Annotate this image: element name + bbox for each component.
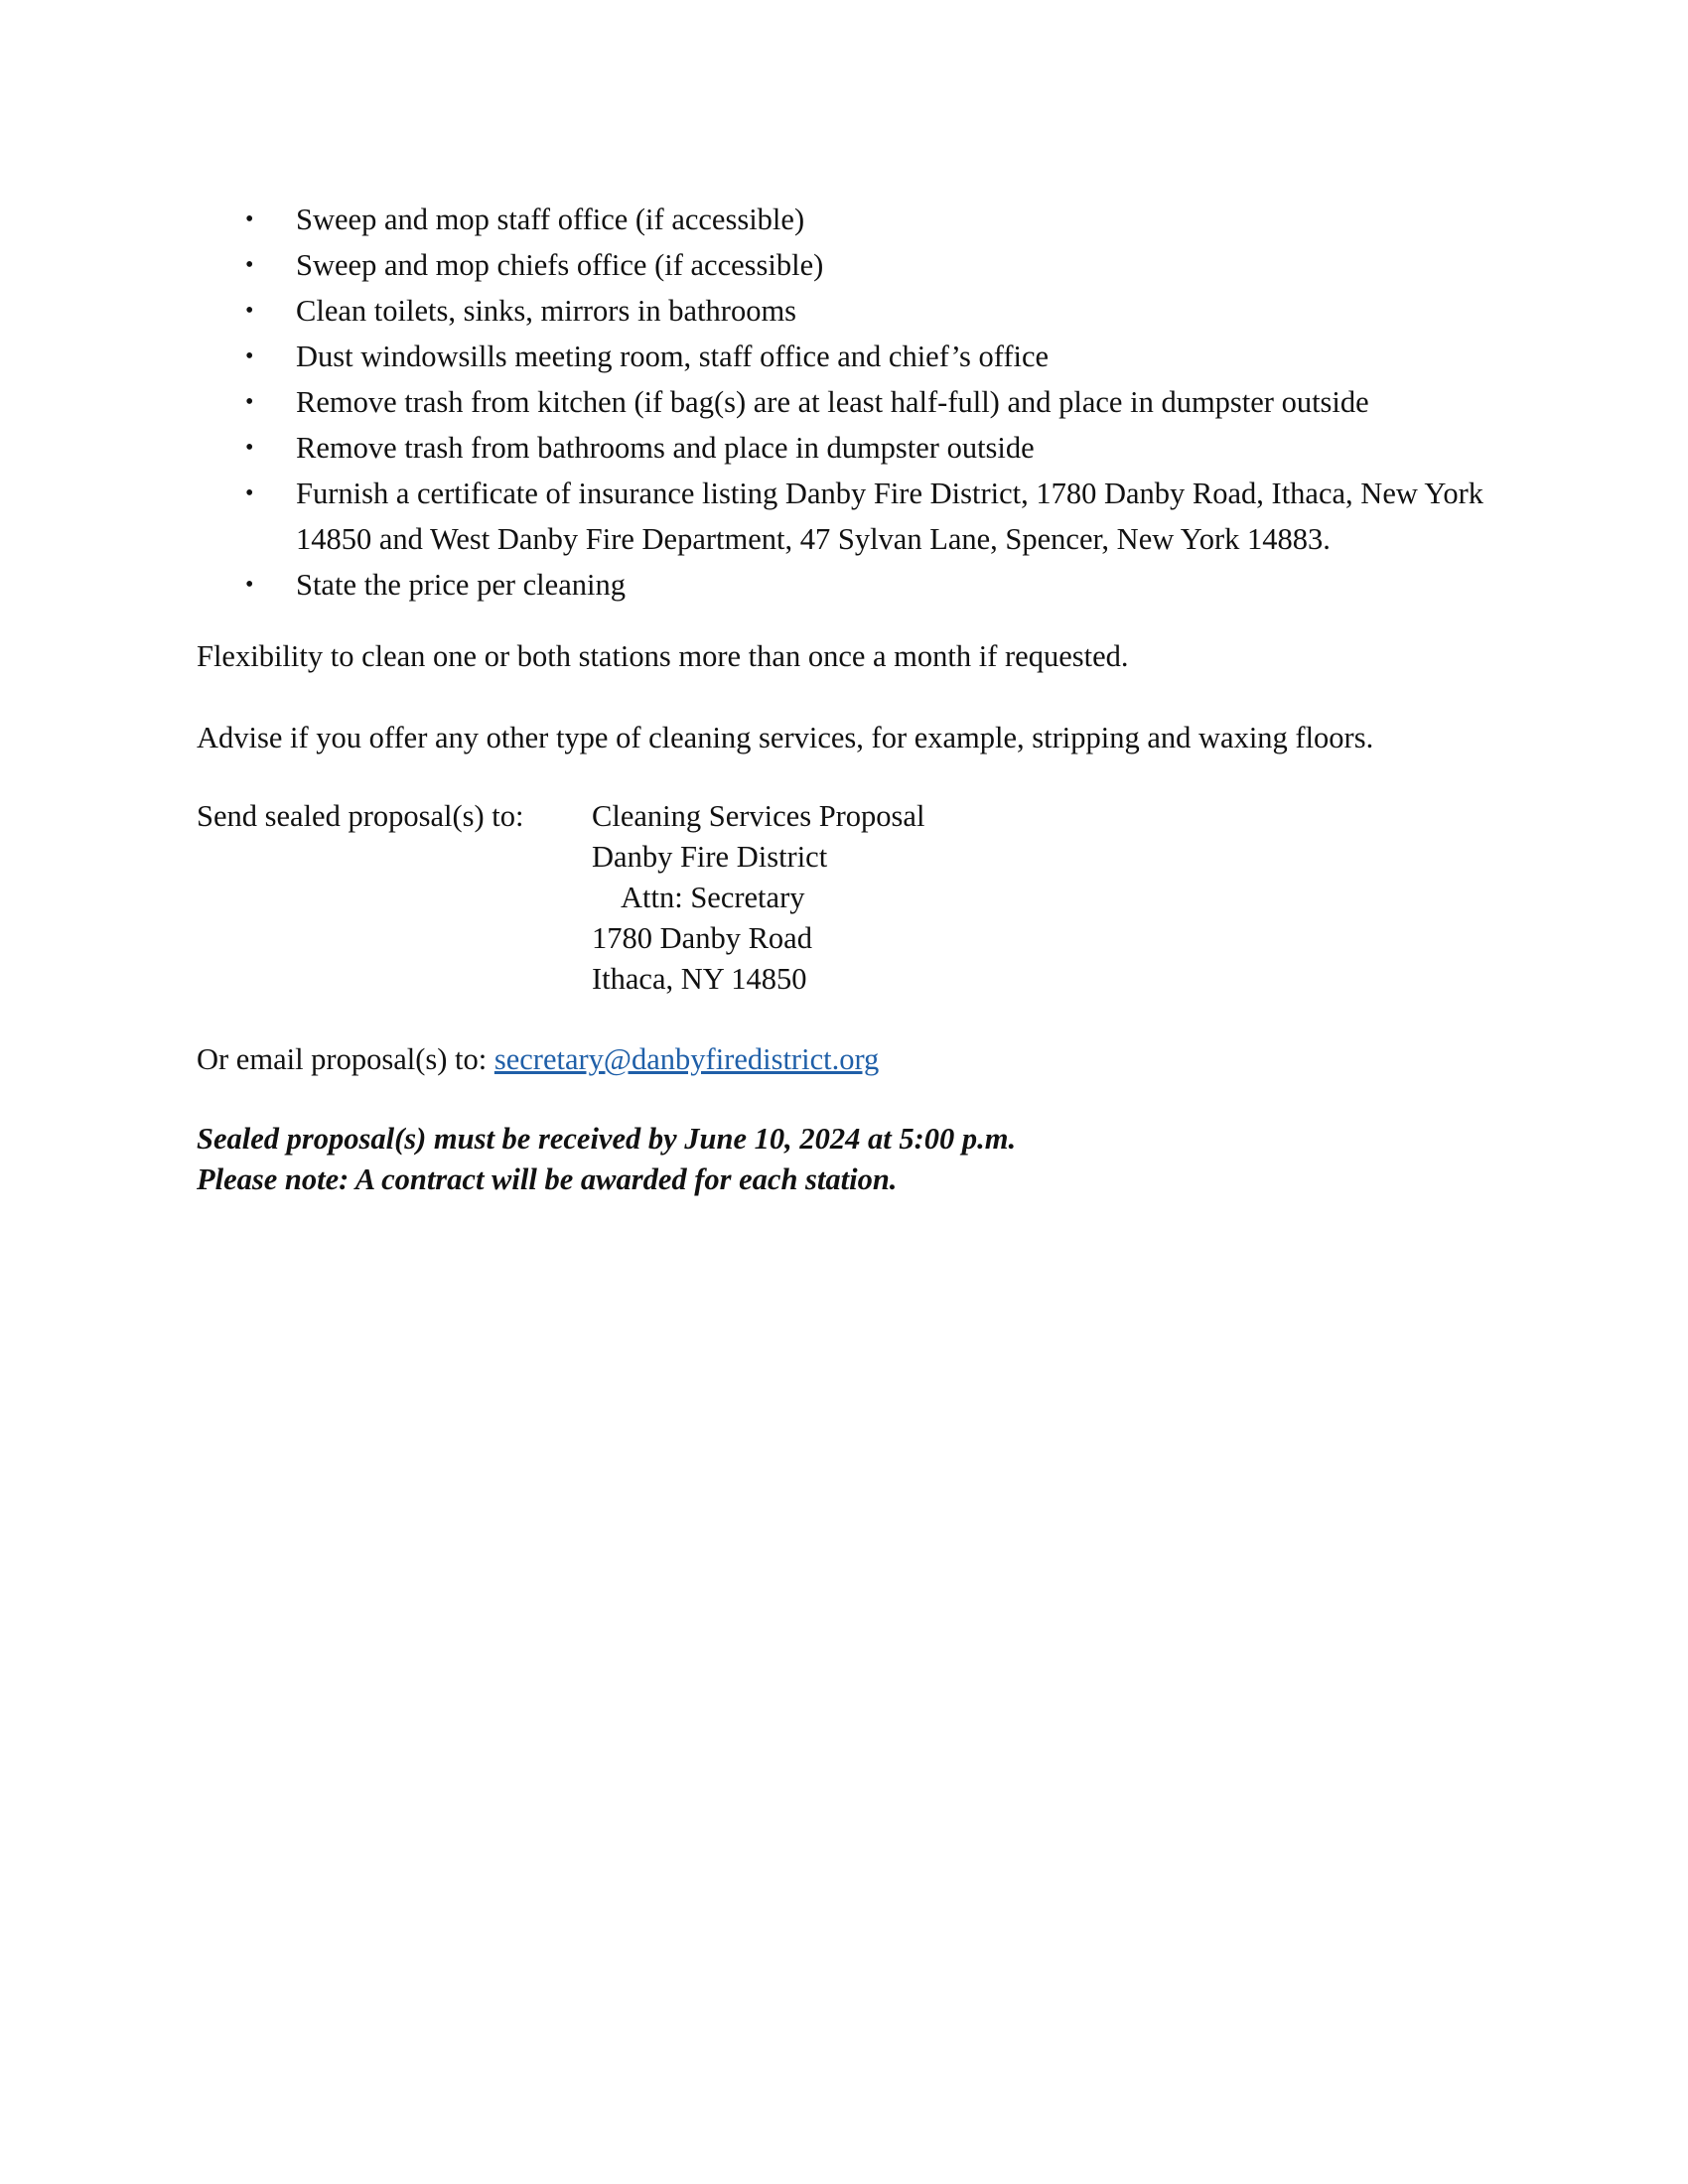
email-instructions <box>197 1036 1507 1082</box>
list-item: • Furnish a certificate of insurance listing Danby Fire District, 1780 Danby Road, Ithaca, New York 14850 and West Danby Fire Department, 47 Sylvan Lane, Spencer, New York 14883. <box>197 471 1507 562</box>
bullet-icon: • <box>245 480 254 506</box>
document-body <box>197 197 1507 1200</box>
bullet-icon: • <box>245 252 254 278</box>
contract-note: Please note: A contract will be awarded for each station. <box>197 1162 898 1196</box>
deadline-notice <box>197 1119 1507 1200</box>
list-item: • Clean toilets, sinks, mirrors in bathrooms <box>197 288 1507 334</box>
cleaning-task-list <box>197 197 1507 608</box>
flexibility-paragraph: Flexibility to clean one or both stations more than once a month if requested. <box>197 639 1129 673</box>
deadline-text: Sealed proposal(s) must be received by June 10, 2024 at 5:00 p.m. <box>197 1122 1017 1156</box>
address-line: Cleaning Services Proposal <box>592 799 925 833</box>
address-line: Ithaca, NY 14850 <box>592 962 807 996</box>
mailing-address <box>592 796 924 1000</box>
bullet-icon: • <box>245 389 254 415</box>
list-item: • Sweep and mop chiefs office (if accessible) <box>197 242 1507 288</box>
list-item: • Remove trash from bathrooms and place in dumpster outside <box>197 425 1507 471</box>
bullet-icon: • <box>245 435 254 461</box>
list-item: • Remove trash from kitchen (if bag(s) are at least half-full) and place in dumpster outside <box>197 379 1507 425</box>
list-item: • Dust windowsills meeting room, staff office and chief’s office <box>197 334 1507 379</box>
mailing-instructions <box>197 796 1507 1000</box>
advise-paragraph: Advise if you offer any other type of cleaning services, for example, stripping and waxing floors. <box>197 721 1374 754</box>
bullet-icon: • <box>245 206 254 232</box>
send-label: Send sealed proposal(s) to: <box>197 799 524 833</box>
address-line: Attn: Secretary <box>621 881 805 914</box>
address-line: 1780 Danby Road <box>592 921 812 955</box>
bullet-icon: • <box>245 572 254 598</box>
email-prefix: Or email proposal(s) to: <box>197 1042 488 1076</box>
email-link[interactable]: secretary@danbyfiredistrict.org <box>493 1042 880 1076</box>
list-item: • Sweep and mop staff office (if accessible) <box>197 197 1507 242</box>
address-line: Danby Fire District <box>592 840 828 874</box>
bullet-icon: • <box>245 343 254 369</box>
bullet-icon: • <box>245 298 254 324</box>
list-item: • State the price per cleaning <box>197 562 1507 608</box>
